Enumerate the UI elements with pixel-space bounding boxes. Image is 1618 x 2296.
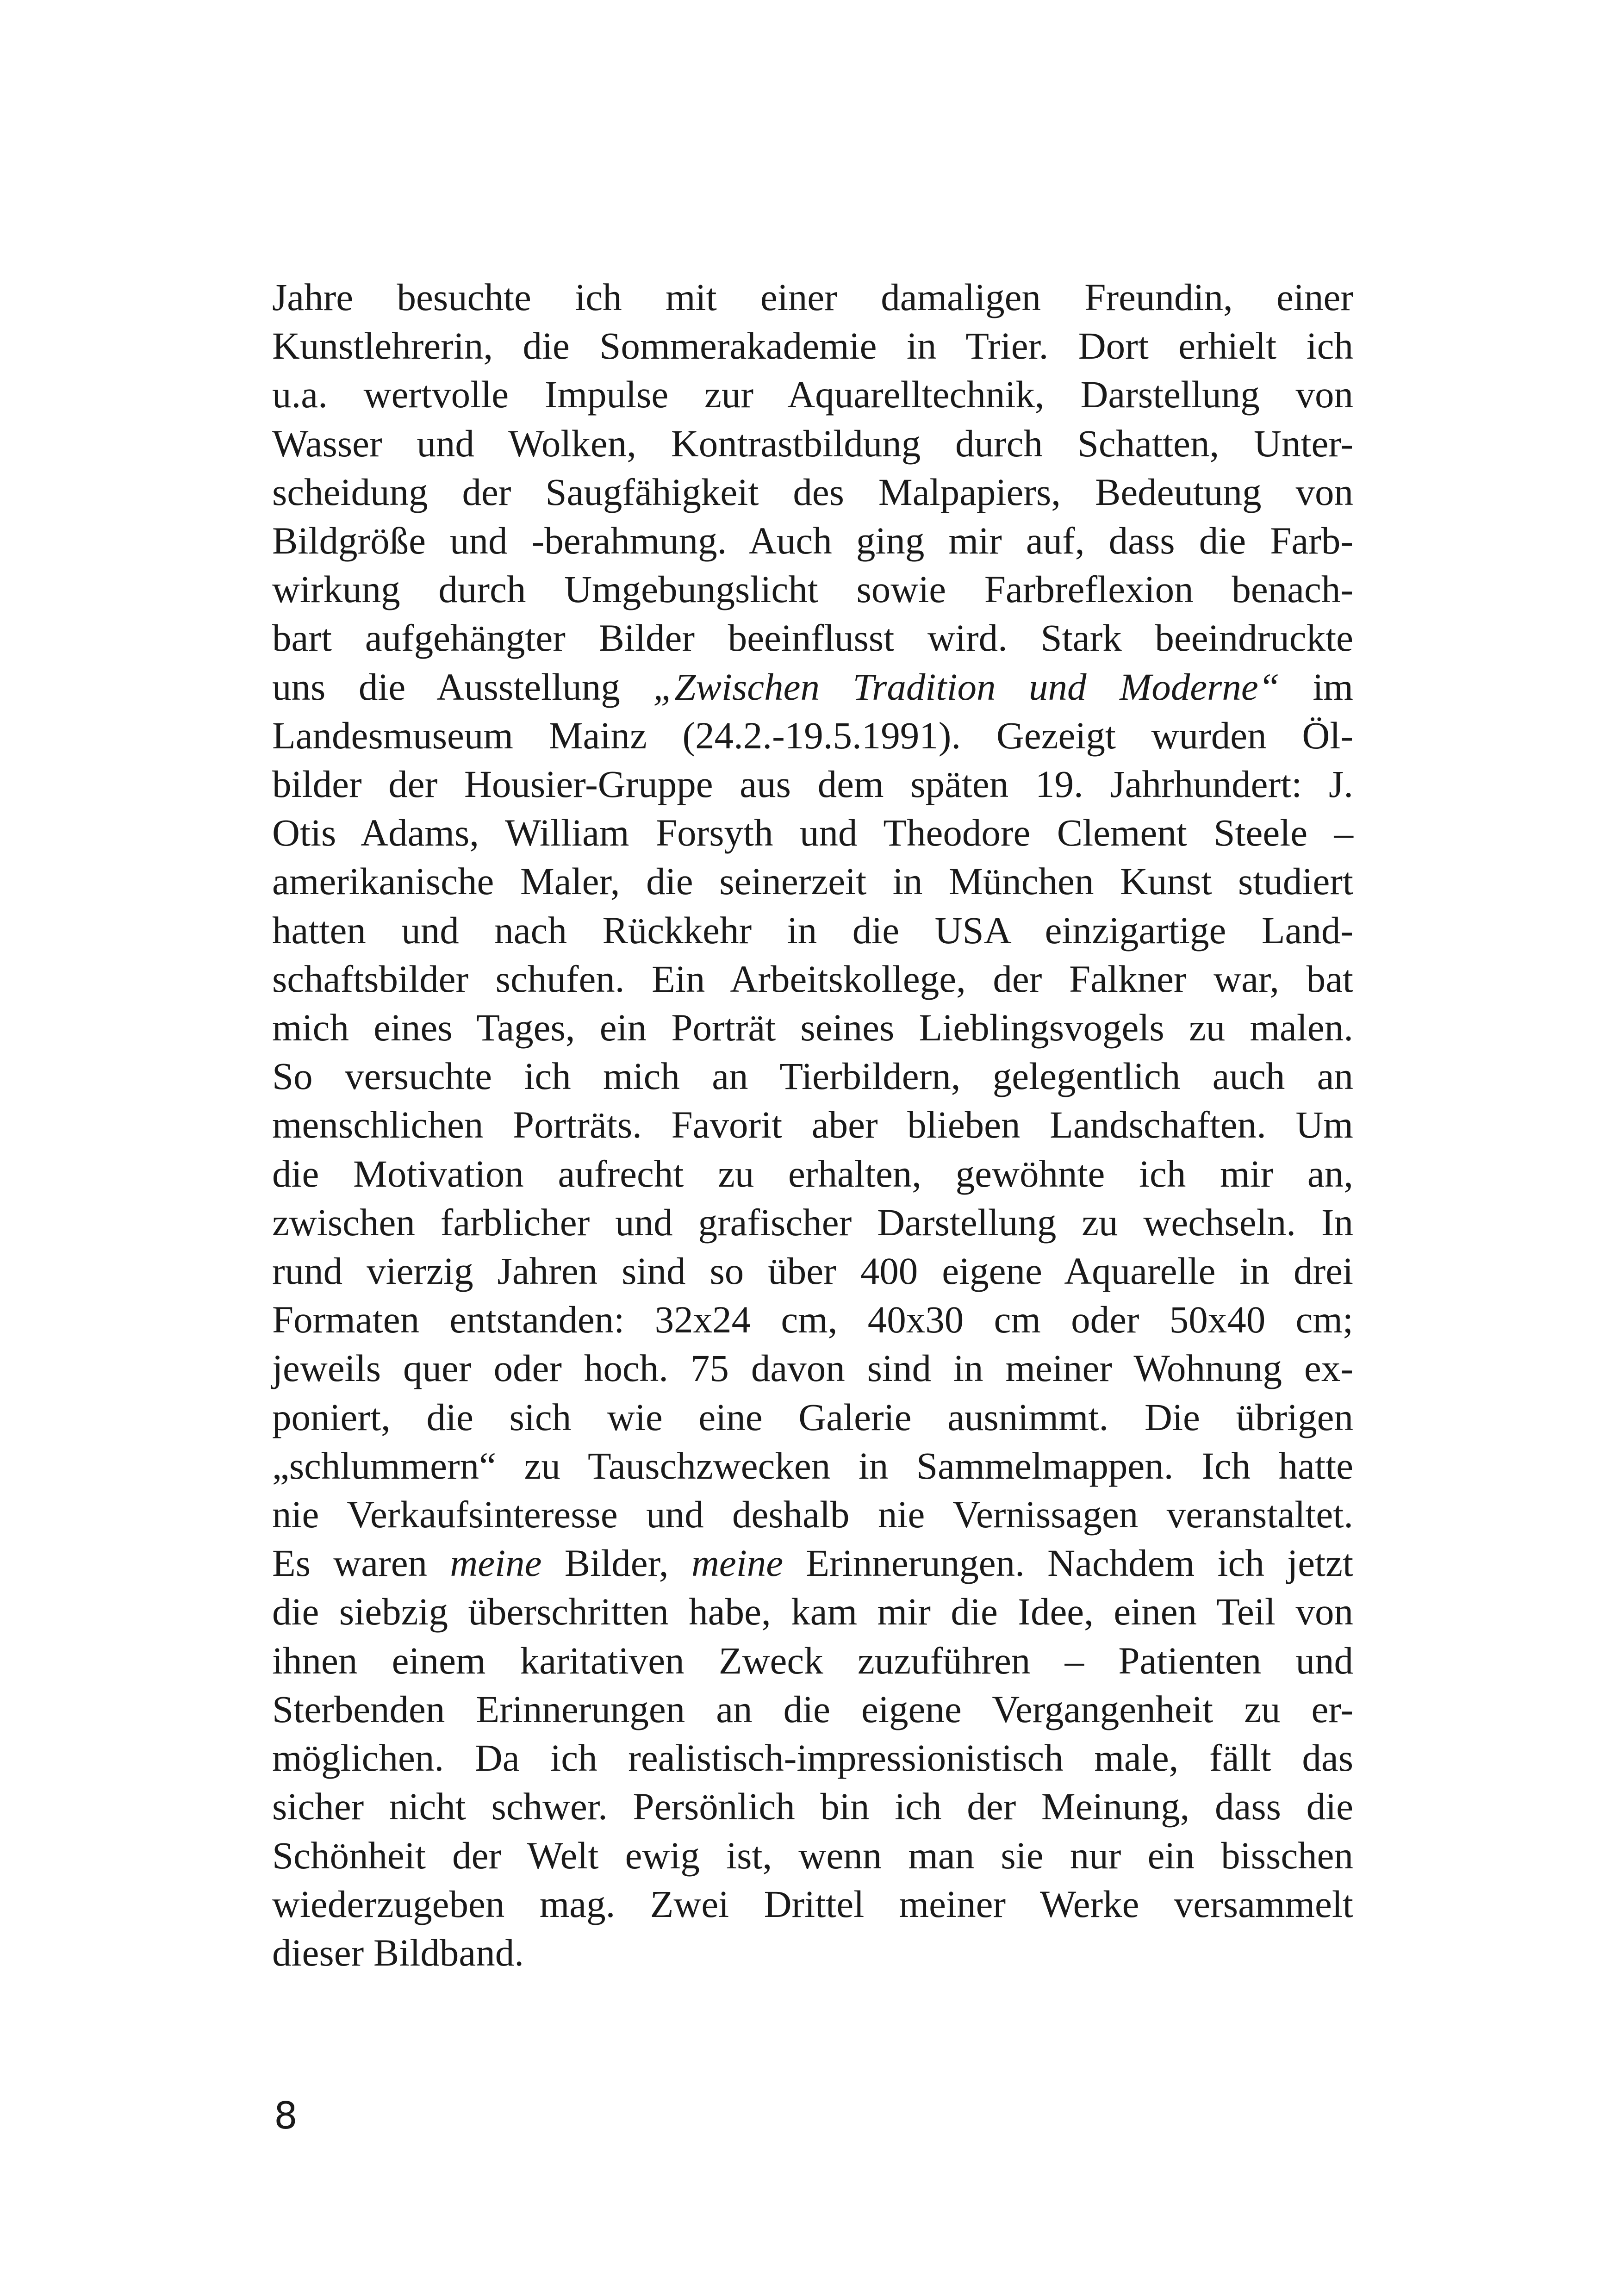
- text-segment: poniert, die sich wie eine Galerie ausnimmt. Die übrigen: [272, 1395, 1353, 1438]
- emphasized-text: meine: [691, 1542, 784, 1585]
- text-line: [272, 1101, 1353, 1149]
- text-line: [272, 1490, 1353, 1539]
- text-segment: im: [1279, 665, 1353, 708]
- text-line: [272, 1734, 1353, 1782]
- text-segment: Sterbenden Erinnerungen an die eigene Vergangenheit zu er-: [272, 1687, 1353, 1730]
- text-line: [272, 322, 1353, 370]
- text-segment: Jahre besuchte ich mit einer damaligen Freundin, einer: [272, 276, 1353, 318]
- text-line: [272, 1003, 1353, 1052]
- text-line: [272, 1247, 1353, 1295]
- text-segment: hatten und nach Rückkehr in die USA einzigartige Land-: [272, 908, 1353, 952]
- text-segment: Wasser und Wolken, Kontrastbildung durch Schatten, Unter-: [272, 422, 1353, 465]
- text-segment: Otis Adams, William Forsyth und Theodore Clement Steele –: [272, 811, 1353, 854]
- text-segment: Bilder,: [541, 1542, 691, 1585]
- text-line: [272, 516, 1353, 565]
- text-segment: Schönheit der Welt ewig ist, wenn man sie nur ein bisschen: [272, 1834, 1353, 1877]
- text-segment: So versuchte ich mich an Tierbildern, gelegentlich auch an: [272, 1055, 1353, 1098]
- text-line: [272, 1587, 1353, 1636]
- text-line: [272, 1393, 1353, 1442]
- text-line: [272, 468, 1353, 516]
- text-line: [272, 711, 1353, 760]
- text-segment: Formaten entstanden: 32x24 cm, 40x30 cm oder 50x40 cm;: [272, 1298, 1353, 1341]
- emphasized-text: „Zwischen Tradition und Moderne“: [653, 665, 1280, 708]
- text-segment: bilder der Housier-Gruppe aus dem späten 19. Jahrhundert: J.: [272, 763, 1353, 806]
- text-line: [272, 273, 1353, 322]
- text-segment: bart aufgehängter Bilder beeinflusst wird. Stark beeindruckte: [272, 616, 1353, 660]
- text-segment: Bildgröße und -berahmung. Auch ging mir auf, dass die Farb-: [272, 519, 1353, 562]
- text-segment: u.a. wertvolle Impulse zur Aquarelltechnik, Darstellung von: [272, 373, 1353, 416]
- emphasized-text: meine: [450, 1542, 542, 1585]
- text-segment: die Motivation aufrecht zu erhalten, gewöhnte ich mir an,: [272, 1152, 1353, 1195]
- text-line: [272, 1442, 1353, 1490]
- text-segment: uns die Ausstellung: [272, 665, 653, 708]
- text-line: [272, 565, 1353, 614]
- text-segment: „schlummern“ zu Tauschzwecken in Sammelmappen. Ich hatte: [272, 1444, 1353, 1487]
- text-segment: Landesmuseum Mainz (24.2.-19.5.1991). Gezeigt wurden Öl-: [272, 714, 1353, 757]
- text-segment: ihnen einem karitativen Zweck zuzuführen – Patienten und: [272, 1639, 1353, 1682]
- text-segment: Es waren: [272, 1542, 450, 1585]
- text-segment: wiederzugeben mag. Zwei Drittel meiner Werke versammelt: [272, 1882, 1353, 1925]
- text-segment: scheidung der Saugfähigkeit des Malpapiers, Bedeutung von: [272, 470, 1353, 513]
- text-segment: mich eines Tages, ein Porträt seines Lieblingsvogels zu malen.: [272, 1006, 1353, 1049]
- text-line: [272, 1344, 1353, 1393]
- text-line: [272, 1782, 1353, 1831]
- body-paragraph: [272, 273, 1353, 1977]
- text-segment: die siebzig überschritten habe, kam mir die Idee, einen Teil von: [272, 1590, 1353, 1633]
- text-line: [272, 1539, 1353, 1587]
- text-line: [272, 906, 1353, 955]
- text-line: [272, 955, 1353, 1003]
- text-line: [272, 1831, 1353, 1880]
- page-number: 8: [274, 2094, 298, 2137]
- text-line: [272, 857, 1353, 906]
- text-segment: rund vierzig Jahren sind so über 400 eigene Aquarelle in drei: [272, 1250, 1353, 1293]
- text-line: [272, 419, 1353, 468]
- text-segment: sicher nicht schwer. Persönlich bin ich der Meinung, dass die: [272, 1785, 1353, 1828]
- text-line: [272, 1052, 1353, 1101]
- text-segment: nie Verkaufsinteresse und deshalb nie Vernissagen veranstaltet.: [272, 1493, 1353, 1536]
- text-line: [272, 1929, 1353, 1977]
- text-segment: zwischen farblicher und grafischer Darstellung zu wechseln. In: [272, 1201, 1353, 1244]
- text-segment: menschlichen Porträts. Favorit aber blieben Landschaften. Um: [272, 1103, 1353, 1146]
- text-line: [272, 1295, 1353, 1344]
- text-line: [272, 614, 1353, 662]
- text-segment: Erinnerungen. Nachdem ich jetzt: [783, 1542, 1354, 1585]
- text-segment: wirkung durch Umgebungslicht sowie Farbreflexion benach-: [272, 568, 1353, 611]
- text-segment: schaftsbilder schufen. Ein Arbeitskollege, der Falkner war, bat: [272, 957, 1353, 1000]
- text-segment: jeweils quer oder hoch. 75 davon sind in meiner Wohnung ex-: [272, 1347, 1353, 1390]
- text-line: [272, 1685, 1353, 1734]
- text-segment: möglichen. Da ich realistisch-impressionistisch male, fällt das: [272, 1736, 1353, 1780]
- text-line: [272, 809, 1353, 857]
- text-line: [272, 370, 1353, 419]
- text-segment: amerikanische Maler, die seinerzeit in München Kunst studiert: [272, 860, 1353, 903]
- text-segment: dieser Bildband.: [272, 1931, 524, 1974]
- text-line: [272, 1198, 1353, 1247]
- text-line: [272, 1636, 1353, 1685]
- text-segment: Kunstlehrerin, die Sommerakademie in Trier. Dort erhielt ich: [272, 324, 1353, 367]
- text-line: [272, 760, 1353, 809]
- text-line: [272, 663, 1353, 711]
- text-line: [272, 1880, 1353, 1929]
- text-line: [272, 1150, 1353, 1198]
